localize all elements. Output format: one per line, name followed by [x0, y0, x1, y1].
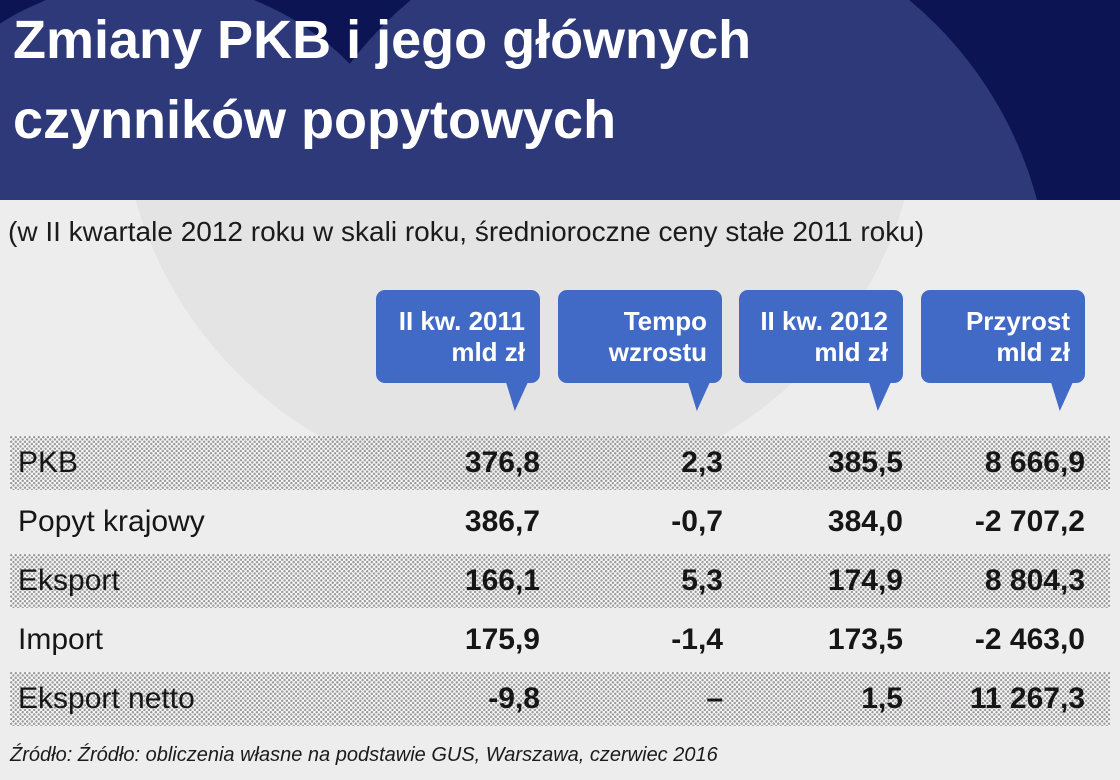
bubble-pointer-icon — [1049, 382, 1073, 411]
row-value: -0,7 — [671, 505, 723, 538]
column-header-bubble-4 — [921, 290, 1085, 383]
bubble-pointer-icon — [867, 382, 891, 411]
row-label: Popyt krajowy — [18, 505, 205, 538]
table-row-import — [0, 613, 1120, 672]
row-value: 1,5 — [861, 682, 903, 715]
row-value: 8 666,9 — [984, 446, 1085, 479]
column-header-line2: mld zł — [996, 337, 1070, 367]
row-label: PKB — [18, 446, 79, 479]
row-value: 8 804,3 — [984, 564, 1085, 597]
row-value: -1,4 — [671, 623, 723, 656]
column-header-line2: wzrostu — [608, 337, 707, 367]
column-header-bubble-2 — [558, 290, 722, 383]
row-label: Import — [18, 623, 104, 656]
table-row-pkb — [0, 436, 1120, 495]
title-line-2: czynników popytowych — [13, 90, 617, 150]
column-header-line2: mld zł — [814, 337, 888, 367]
row-value: 384,0 — [827, 505, 903, 538]
row-value: 385,5 — [827, 446, 903, 479]
row-value: 166,1 — [464, 564, 540, 597]
row-value: 5,3 — [681, 564, 723, 597]
row-value: -9,8 — [488, 682, 540, 715]
column-header-line1: II kw. 2011 — [398, 306, 525, 336]
row-label: Eksport — [18, 564, 120, 597]
row-label: Eksport netto — [18, 682, 195, 715]
row-value: 11 267,3 — [969, 682, 1085, 715]
row-value: 376,8 — [464, 446, 540, 479]
row-value: 173,5 — [827, 623, 903, 656]
column-header-line1: II kw. 2012 — [760, 306, 888, 336]
title-line-1: Zmiany PKB i jego głównych — [13, 10, 752, 70]
column-header-bubble-3 — [739, 290, 903, 383]
table-row-popyt-krajowy — [0, 495, 1120, 554]
source-note: Źródło: Źródło: obliczenia własne na podstawie GUS, Warszawa, czerwiec 2016 — [10, 744, 718, 766]
row-value: 174,9 — [827, 564, 903, 597]
row-value: 386,7 — [464, 505, 540, 538]
row-value: – — [706, 682, 723, 715]
table-row-eksport — [0, 554, 1120, 613]
header-banner — [0, 0, 1120, 200]
column-header-line2: mld zł — [451, 337, 525, 367]
row-value: 175,9 — [464, 623, 540, 656]
row-value: -2 463,0 — [974, 623, 1085, 656]
row-value: -2 707,2 — [974, 505, 1085, 538]
column-header-line1: Przyrost — [965, 306, 1070, 336]
page-title — [13, 0, 751, 160]
row-value: 2,3 — [681, 446, 723, 479]
chart-subtitle: (w II kwartale 2012 roku w skali roku, średnioroczne ceny stałe 2011 roku) — [8, 216, 925, 247]
column-header-bubble-1 — [376, 290, 540, 383]
table-row-eksport-netto — [0, 672, 1120, 731]
column-header-line1: Tempo — [623, 306, 707, 336]
content-area — [0, 200, 1120, 780]
